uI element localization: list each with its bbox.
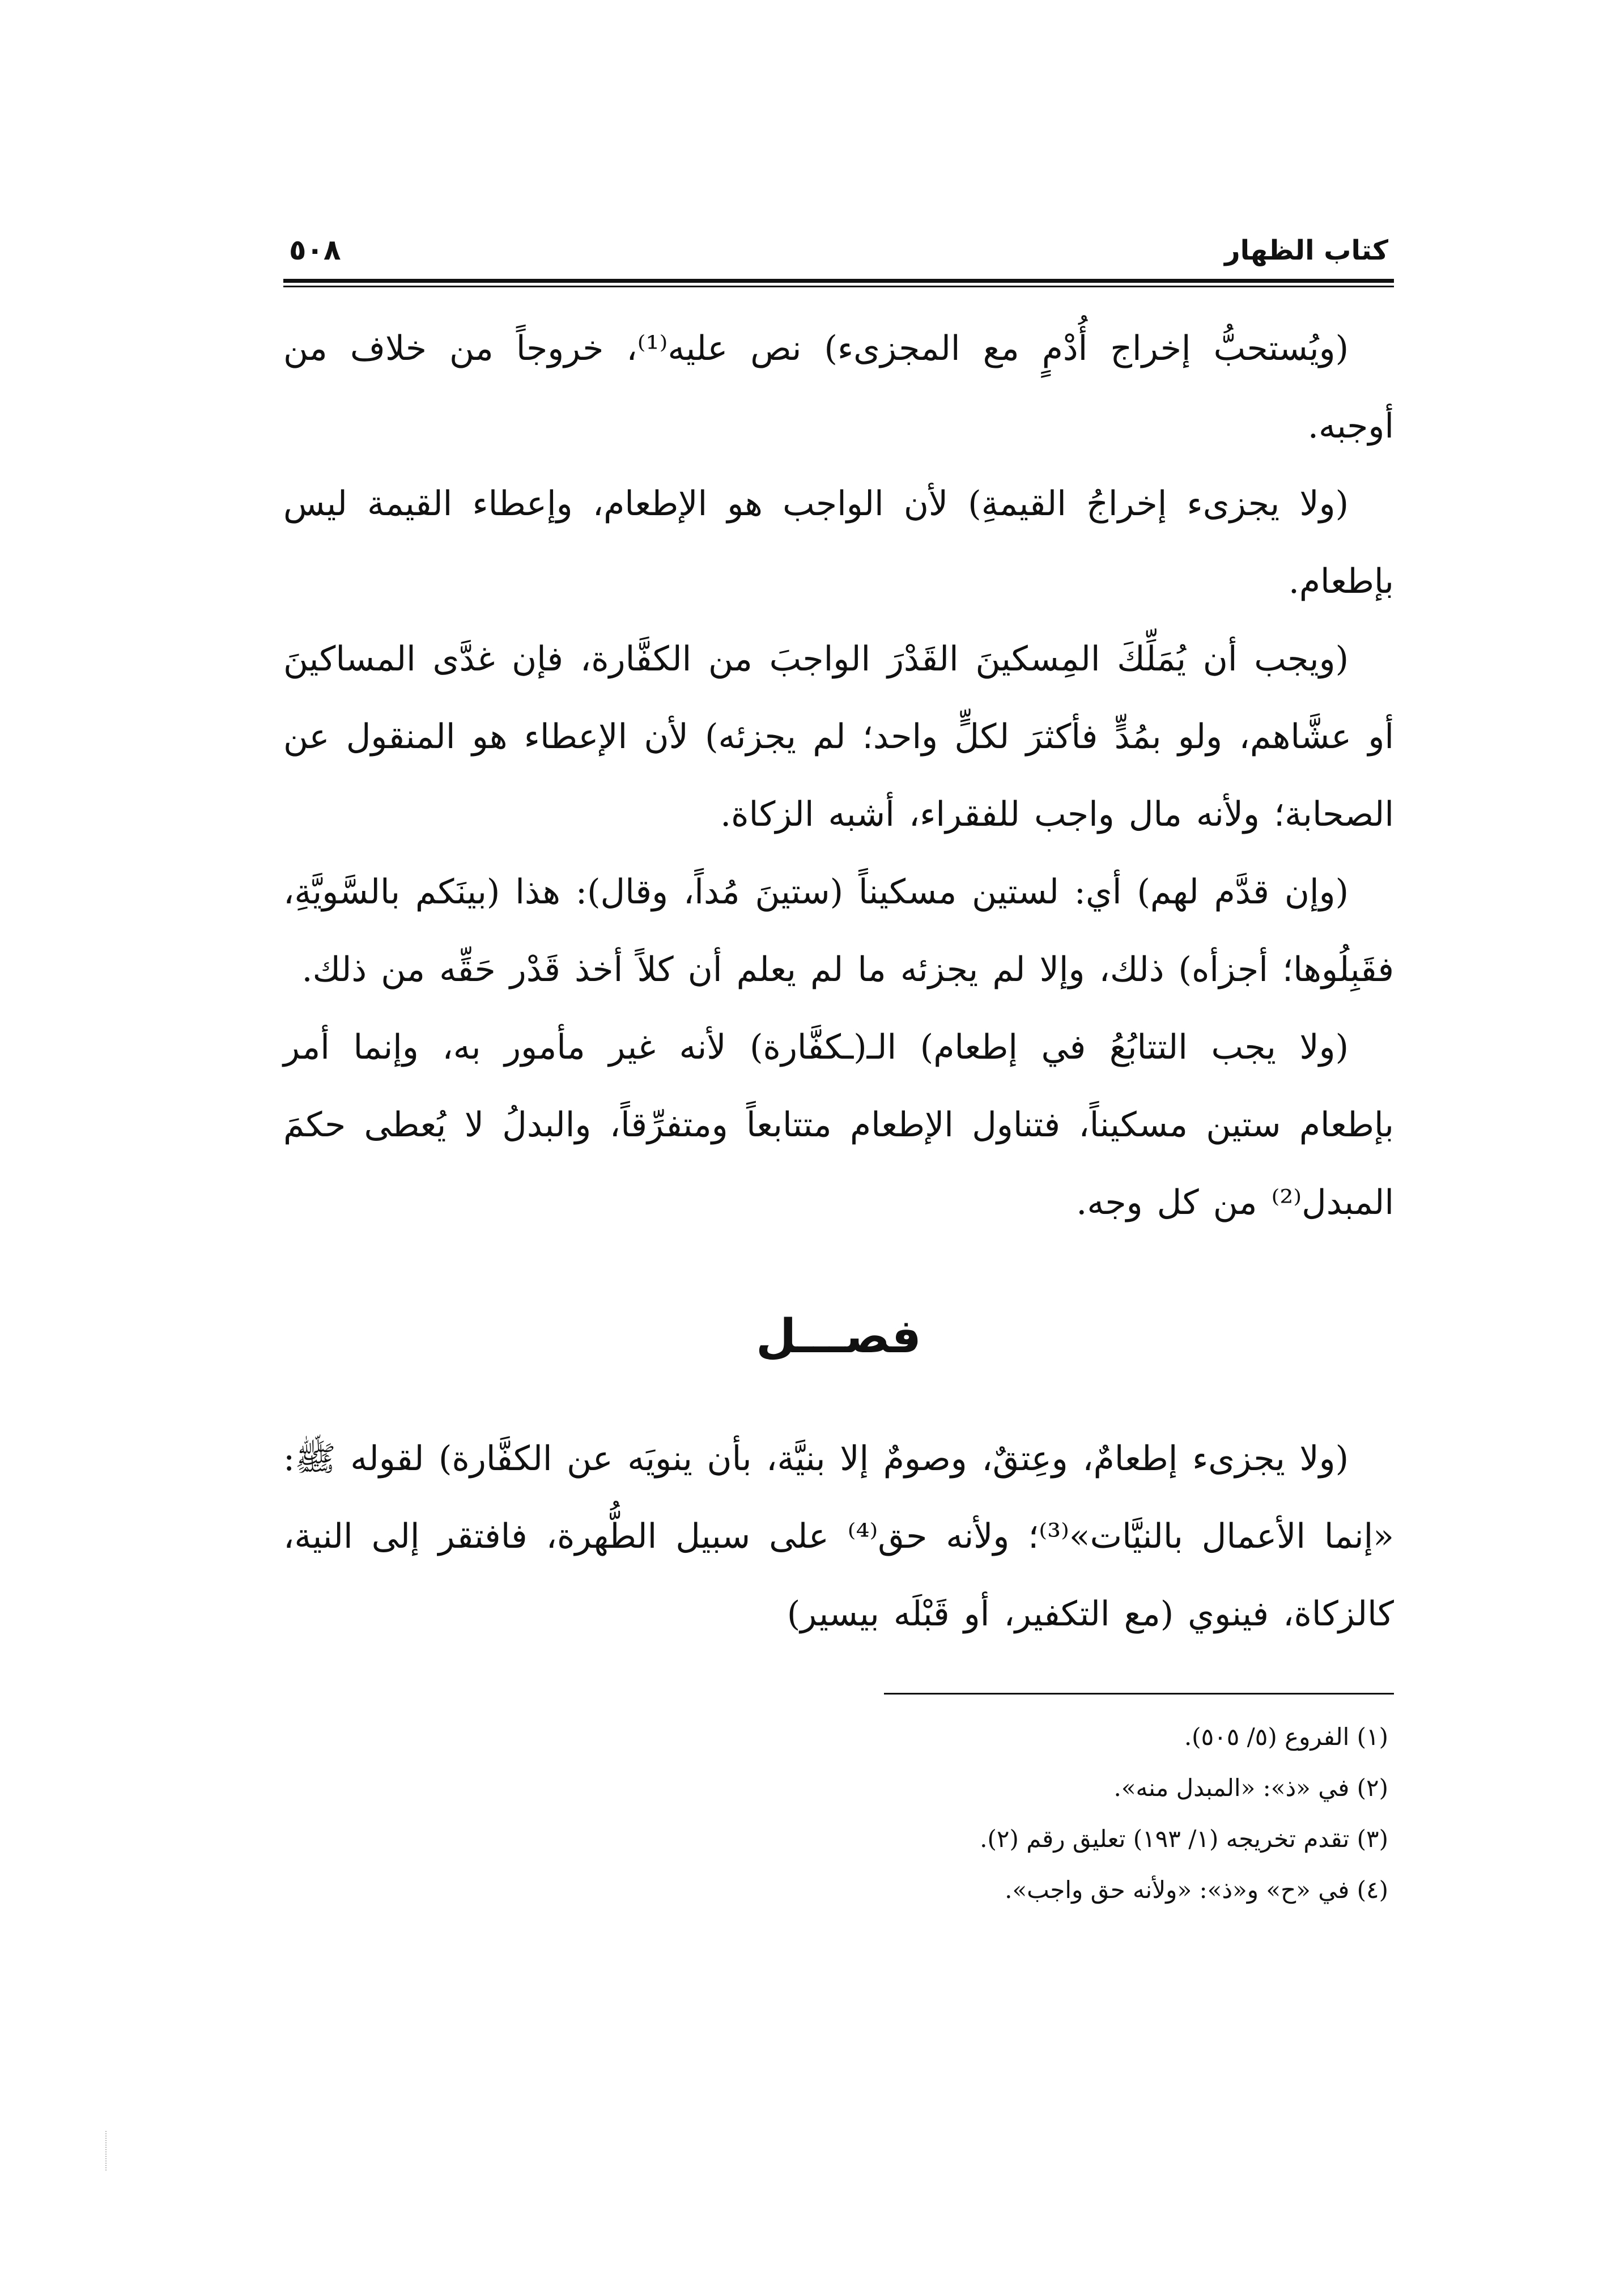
paragraph: (ولا يجزىء إطعامٌ، وعِتقٌ، وصومٌ إلا بنيَّة، بأن ينويَه عن الكفَّارة) لقوله ﷺ: «إنما الأعمال بالنيَّات»⁽³⁾؛ ولأنه حق⁽⁴⁾ على سبيل الطُّهرة، فافتقر إلى النية، كالزكاة، فينوي (مع التكفير، أو قَبْلَه بيسير) [283, 1439, 1394, 1634]
footnote: (١) الفروع (٥/ ٥٠٥). [1184, 1723, 1388, 1751]
book-page [283, 221, 1394, 1916]
main-text [283, 310, 1394, 1653]
footnote: (٣) تقدم تخريجه (١/ ١٩٣) تعليق رقم (٢). [980, 1825, 1388, 1853]
footnote: (٢) في «ذ»: «المبدل منه». [1113, 1774, 1388, 1802]
section-heading: فصـــل [756, 1310, 921, 1364]
paragraph: (ويُستحبُّ إخراج أُدْمٍ مع المجزىء) نص عليه⁽¹⁾، خروجاً من خلاف من أوجبه. [283, 329, 1394, 446]
footnotes [283, 1712, 1394, 1916]
paragraph: (ولا يجب التتابُعُ في إطعام) الـ(ـكفَّارة) لأنه غير مأمور به، وإنما أمر بإطعام ستين مسكيناً، فتناول الإطعام متتابعاً ومتفرِّقاً، والبدلُ لا يُعطى حكمَ المبدل⁽²⁾ من كل وجه. [283, 1027, 1394, 1222]
scan-edge-mark [105, 2131, 109, 2171]
running-header [283, 221, 1394, 266]
footnote: (٤) في «ح» و«ذ»: «ولأنه حق واجب». [1005, 1876, 1388, 1904]
paragraph: (وإن قدَّم لهم) أي: لستين مسكيناً (ستينَ مُداً، وقال): هذا (بينَكم بالسَّويَّةِ، فقَبِلُوها؛ أجزأه) ذلك، وإلا لم يجزئه ما لم يعلم أن كلاً أخذ قَدْر حَقِّه من ذلك. [283, 872, 1394, 990]
header-double-rule [283, 279, 1394, 287]
paragraph: (ويجب أن يُمَلِّكَ المِسكينَ القَدْرَ الواجبَ من الكفَّارة، فإن غدَّى المساكينَ أو عشَّاهم، ولو بمُدٍّ فأكثرَ لكلٍّ واحد؛ لم يجزئه) لأن الإعطاء هو المنقول عن الصحابة؛ ولأنه مال واجب للفقراء، أشبه الزكاة. [283, 639, 1394, 834]
footnote-separator [884, 1693, 1394, 1695]
page-number: ٥٠٨ [289, 233, 341, 266]
chapter-title: كتاب الظهار [1224, 235, 1388, 266]
paragraph: (ولا يجزىء إخراجُ القيمةِ) لأن الواجب هو الإطعام، وإعطاء القيمة ليس بإطعام. [283, 484, 1394, 601]
